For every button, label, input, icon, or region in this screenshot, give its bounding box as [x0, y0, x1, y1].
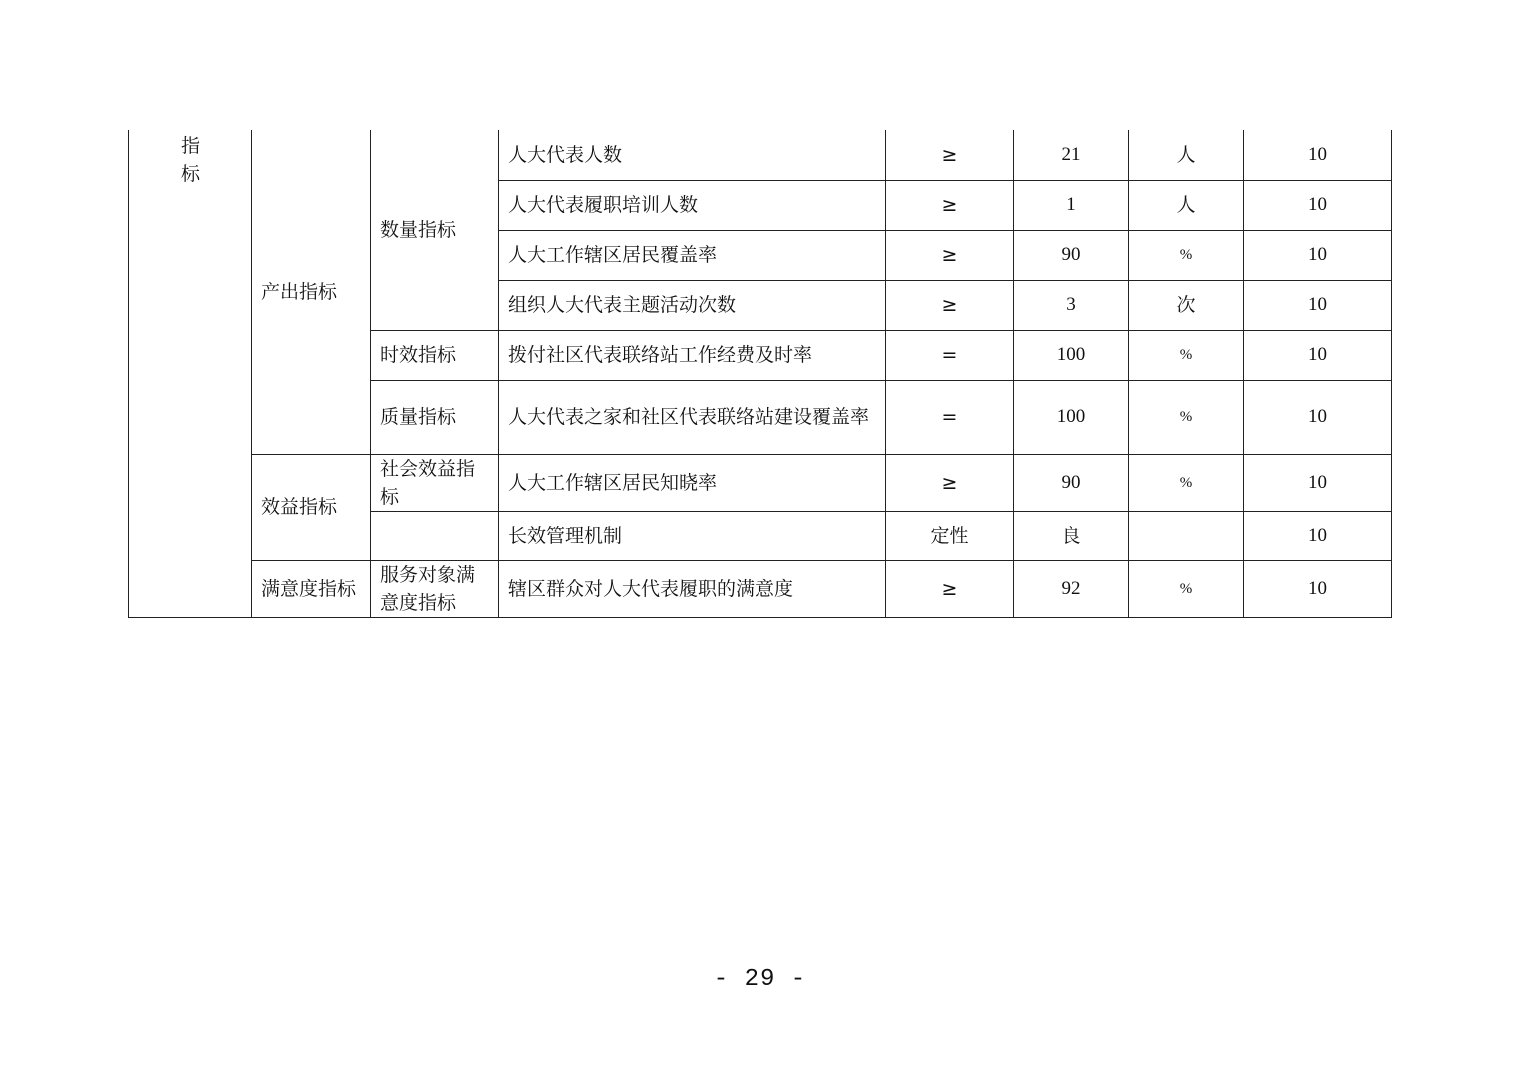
- group-output-label: 产出指标: [261, 280, 338, 303]
- unit: 次: [1129, 280, 1244, 330]
- operator: ≥: [886, 230, 1014, 280]
- operator: =: [886, 380, 1014, 454]
- unit: 人: [1129, 180, 1244, 230]
- weight: 10: [1244, 330, 1392, 380]
- operator: ≥: [886, 130, 1014, 180]
- target-value: 良: [1014, 511, 1129, 560]
- indicator-name: 人大代表人数: [499, 130, 886, 180]
- subgroup-service-satisfaction-cell: [371, 560, 499, 617]
- operator: ≥: [886, 280, 1014, 330]
- operator: 定性: [886, 511, 1014, 560]
- group-output-cell: [252, 130, 371, 454]
- unit: [1129, 511, 1244, 560]
- page-number: - 29 -: [713, 966, 807, 993]
- target-value: 3: [1014, 280, 1129, 330]
- unit: %: [1129, 230, 1244, 280]
- subgroup-blank-cell: [371, 511, 499, 560]
- indicator-name: 人大工作辖区居民知晓率: [499, 454, 886, 511]
- table-row: [129, 454, 1392, 511]
- group-benefit-cell: [252, 454, 371, 560]
- unit: %: [1129, 454, 1244, 511]
- operator: ≥: [886, 560, 1014, 617]
- target-value: 90: [1014, 454, 1129, 511]
- weight: 10: [1244, 560, 1392, 617]
- group-satisfaction-cell: [252, 560, 371, 617]
- indicator-name: 人大代表履职培训人数: [499, 180, 886, 230]
- operator: =: [886, 330, 1014, 380]
- indicator-name: 长效管理机制: [499, 511, 886, 560]
- weight: 10: [1244, 280, 1392, 330]
- operator: ≥: [886, 454, 1014, 511]
- subgroup-quantity-label: 数量指标: [380, 218, 457, 241]
- weight: 10: [1244, 380, 1392, 454]
- target-value: 100: [1014, 380, 1129, 454]
- weight: 10: [1244, 180, 1392, 230]
- target-value: 100: [1014, 330, 1129, 380]
- indicator-name: 拨付社区代表联络站工作经费及时率: [499, 330, 886, 380]
- unit: %: [1129, 380, 1244, 454]
- unit: %: [1129, 560, 1244, 617]
- operator: ≥: [886, 180, 1014, 230]
- group-benefit-label: 效益指标: [261, 496, 338, 518]
- subgroup-quality-label: 质量指标: [380, 406, 457, 428]
- weight: 10: [1244, 454, 1392, 511]
- indicator-name: 人大工作辖区居民覆盖率: [499, 230, 886, 280]
- weight: 10: [1244, 230, 1392, 280]
- target-value: 1: [1014, 180, 1129, 230]
- indicator-name: 人大代表之家和社区代表联络站建设覆盖率: [499, 380, 886, 454]
- performance-indicator-table: [128, 130, 1392, 618]
- weight: 10: [1244, 130, 1392, 180]
- table-row: [129, 130, 1392, 180]
- subgroup-quality-cell: [371, 380, 499, 454]
- subgroup-quantity-cell: [371, 130, 499, 330]
- target-value: 21: [1014, 130, 1129, 180]
- table-row: [129, 560, 1392, 617]
- unit: %: [1129, 330, 1244, 380]
- subgroup-social-benefit-cell: [371, 454, 499, 511]
- level1-indicator-cell: [129, 130, 252, 617]
- target-value: 92: [1014, 560, 1129, 617]
- indicator-name: 组织人大代表主题活动次数: [499, 280, 886, 330]
- subgroup-timeliness-cell: [371, 330, 499, 380]
- weight: 10: [1244, 511, 1392, 560]
- subgroup-social-benefit-label: 社会效益指标: [380, 457, 476, 508]
- group-satisfaction-label: 满意度指标: [261, 577, 357, 600]
- unit: 人: [1129, 130, 1244, 180]
- indicator-name: 辖区群众对人大代表履职的满意度: [499, 560, 886, 617]
- level1-indicator-label: 指 标: [181, 135, 201, 185]
- subgroup-timeliness-label: 时效指标: [380, 344, 457, 366]
- target-value: 90: [1014, 230, 1129, 280]
- subgroup-service-satisfaction-label: 服务对象满意度指标: [380, 563, 476, 614]
